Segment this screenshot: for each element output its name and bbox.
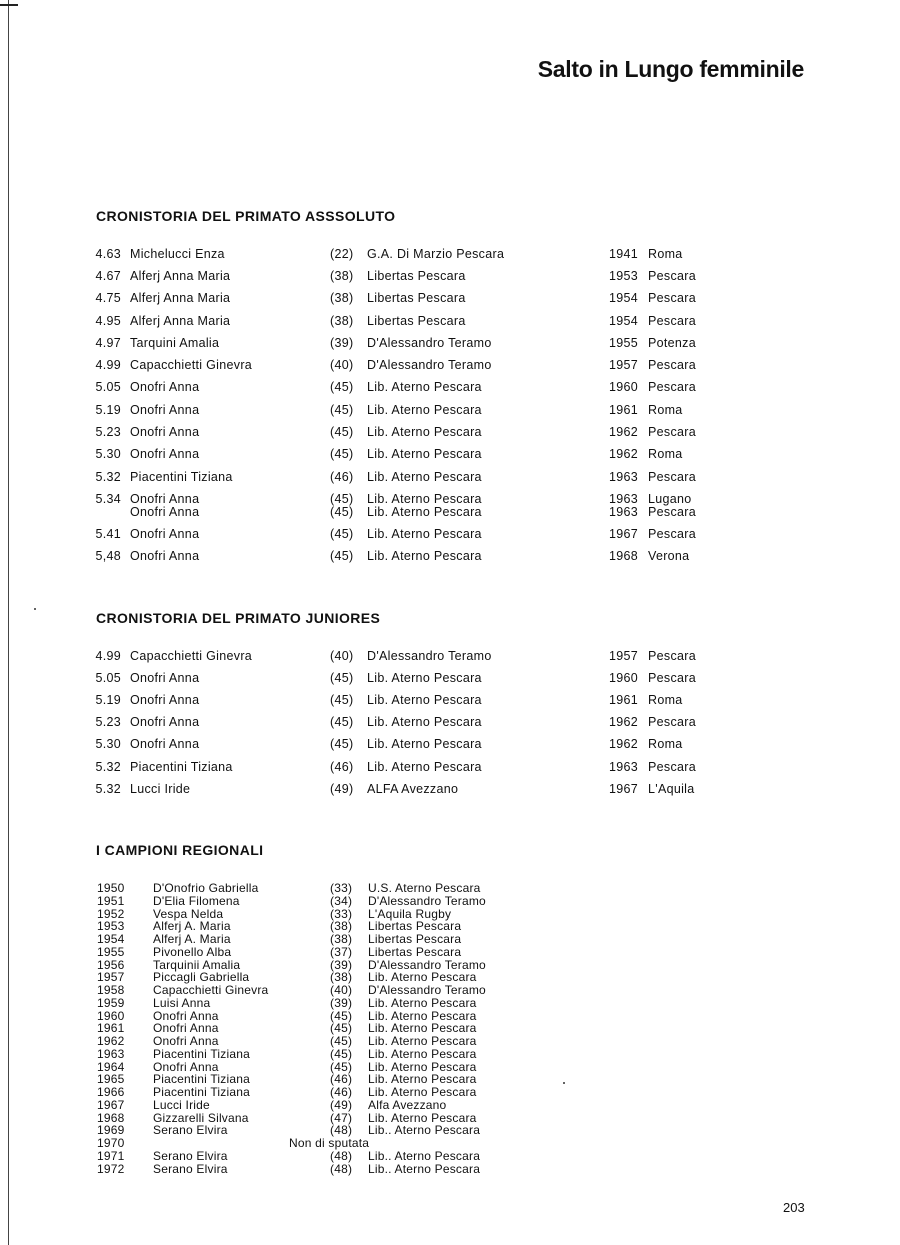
champion-year: 1951 [97, 893, 125, 908]
champion-club: Lib. Aterno Pescara [368, 1072, 477, 1087]
champion-row [0, 894, 900, 907]
record-row [0, 715, 900, 733]
record-mark: 5,48 [95, 549, 121, 563]
record-row [0, 291, 900, 309]
champion-year: 1963 [97, 1046, 125, 1061]
athlete-number: (45) [330, 425, 354, 439]
champion-club: Lib. Aterno Pescara [368, 1008, 477, 1023]
record-year: 1962 [609, 447, 639, 461]
record-row [0, 358, 900, 376]
champion-number: (39) [330, 957, 353, 972]
record-city: Pescara [648, 380, 696, 394]
record-city: L'Aquila [648, 782, 695, 796]
athlete-name: Piacentini Tiziana [130, 760, 233, 774]
champion-year: 1953 [97, 919, 125, 934]
champion-club: L'Aquila Rugby [368, 906, 452, 921]
champion-name: Capacchietti Ginevra [153, 983, 269, 997]
club-name: Lib. Aterno Pescara [367, 527, 482, 541]
champion-year: 1970 [97, 1136, 125, 1150]
champion-name: Onofri Anna [153, 1021, 219, 1036]
champion-name: Alferj A. Maria [153, 919, 231, 934]
champion-club: D'Alessandro Teramo [368, 957, 486, 972]
athlete-name: Onofri Anna [130, 403, 200, 417]
athlete-number: (45) [330, 403, 354, 417]
record-city: Roma [648, 447, 683, 461]
section-title-campioni: I CAMPIONI REGIONALI [96, 842, 264, 858]
athlete-name: Onofri Anna [130, 715, 200, 729]
champion-row [0, 1111, 900, 1124]
champion-name: D'Elia Filomena [153, 893, 240, 908]
champion-year: 1964 [97, 1059, 125, 1074]
champion-year: 1957 [97, 970, 125, 985]
champion-row [0, 1021, 900, 1034]
champion-year: 1961 [97, 1021, 125, 1036]
record-city: Pescara [648, 527, 696, 541]
athlete-number: (39) [330, 336, 354, 350]
athlete-name: Onofri Anna [130, 425, 200, 439]
record-city: Pescara [648, 505, 696, 519]
champion-year: 1972 [97, 1161, 125, 1176]
record-year: 1957 [609, 649, 639, 663]
record-city: Lugano [648, 492, 692, 506]
record-mark: 5.41 [95, 527, 121, 541]
record-city: Pescara [648, 314, 696, 328]
champion-row [0, 1034, 900, 1047]
champion-row [0, 1072, 900, 1085]
champion-number: (38) [330, 932, 353, 946]
athlete-number: (45) [330, 380, 354, 394]
record-year: 1963 [609, 470, 639, 484]
champion-name: Piacentini Tiziana [153, 1072, 250, 1087]
athlete-number: (45) [330, 671, 354, 685]
champion-name: Piacentini Tiziana [153, 1085, 250, 1099]
record-row [0, 505, 900, 523]
champion-club: Lib. Aterno Pescara [368, 1085, 477, 1099]
record-row [0, 380, 900, 398]
record-year: 1961 [609, 693, 639, 707]
club-name: Lib. Aterno Pescara [367, 760, 482, 774]
club-name: Lib. Aterno Pescara [367, 693, 482, 707]
club-name: Libertas Pescara [367, 291, 466, 305]
champion-row [0, 919, 900, 932]
record-row [0, 470, 900, 488]
champion-row [0, 945, 900, 958]
champion-club: Lib. Aterno Pescara [368, 995, 477, 1010]
champion-row [0, 881, 900, 894]
champion-name: Piacentini Tiziana [153, 1046, 250, 1061]
champion-row [0, 970, 900, 983]
record-year: 1963 [609, 760, 639, 774]
champion-year: 1950 [97, 881, 125, 895]
record-city: Roma [648, 693, 683, 707]
champion-club: Lib. Aterno Pescara [368, 1110, 477, 1125]
athlete-number: (45) [330, 549, 354, 563]
champion-club: Lib. Aterno Pescara [368, 1059, 477, 1074]
record-city: Verona [648, 549, 690, 563]
record-mark: 4.63 [95, 247, 121, 261]
champion-row [0, 1060, 900, 1073]
page-title: Salto in Lungo femminile [537, 56, 804, 82]
athlete-number: (49) [330, 782, 354, 796]
champion-name: Serano Elvira [153, 1161, 228, 1176]
champion-number: (37) [330, 944, 353, 959]
champion-row [0, 1009, 900, 1022]
record-year: 1963 [609, 505, 639, 519]
champion-club: Lib. Aterno Pescara [368, 970, 477, 985]
athlete-number: (45) [330, 715, 354, 729]
record-year: 1962 [609, 737, 639, 751]
athlete-name: Onofri Anna [130, 447, 200, 461]
champion-row [0, 1162, 900, 1175]
record-row [0, 403, 900, 421]
champion-name: Gizzarelli Silvana [153, 1110, 249, 1125]
champion-name: Tarquinii Amalia [153, 957, 241, 972]
champion-club: Libertas Pescara [368, 932, 462, 946]
athlete-number: (38) [330, 291, 354, 305]
club-name: D'Alessandro Teramo [367, 336, 492, 350]
section-title-assoluto: CRONISTORIA DEL PRIMATO ASSSOLUTO [96, 208, 396, 224]
record-mark: 5.32 [95, 782, 121, 796]
champion-year: 1952 [97, 906, 125, 921]
record-mark: 4.95 [95, 314, 121, 328]
champion-row [0, 1098, 900, 1111]
record-mark: 4.99 [95, 649, 121, 663]
athlete-name: Michelucci Enza [130, 247, 225, 261]
record-mark: 5.30 [95, 447, 121, 461]
champion-name: Pivonello Alba [153, 944, 232, 959]
champion-name: Serano Elvira [153, 1123, 228, 1138]
record-mark: 5.30 [95, 737, 121, 751]
record-row [0, 649, 900, 667]
athlete-name: Onofri Anna [130, 671, 200, 685]
athlete-number: (45) [330, 505, 354, 519]
champion-row [0, 907, 900, 920]
champion-row [0, 1047, 900, 1060]
champion-number: (33) [330, 906, 353, 921]
champion-name: Onofri Anna [153, 1008, 219, 1023]
champion-row [0, 996, 900, 1009]
champion-row [0, 983, 900, 996]
champion-number: (45) [330, 1046, 353, 1061]
club-name: Lib. Aterno Pescara [367, 492, 482, 506]
page-number: 203 [783, 1200, 805, 1215]
club-name: D'Alessandro Teramo [367, 358, 492, 372]
record-mark: 4.67 [95, 269, 121, 283]
champion-club: D'Alessandro Teramo [368, 983, 486, 997]
record-year: 1961 [609, 403, 639, 417]
record-year: 1954 [609, 314, 639, 328]
champion-number: (34) [330, 893, 353, 908]
athlete-number: (22) [330, 247, 354, 261]
athlete-number: (45) [330, 492, 354, 506]
champion-number: (45) [330, 1034, 353, 1048]
champion-number: (48) [330, 1123, 353, 1138]
champion-row [0, 1085, 900, 1098]
record-year: 1967 [609, 527, 639, 541]
champion-club: Lib. Aterno Pescara [368, 1046, 477, 1061]
club-name: D'Alessandro Teramo [367, 649, 492, 663]
athlete-number: (45) [330, 737, 354, 751]
champion-name: Lucci Iride [153, 1097, 210, 1112]
club-name: Lib. Aterno Pescara [367, 715, 482, 729]
champion-year: 1968 [97, 1110, 125, 1125]
athlete-name: Onofri Anna [130, 492, 200, 506]
record-mark: 5.23 [95, 715, 121, 729]
champion-number: (40) [330, 983, 353, 997]
club-name: Lib. Aterno Pescara [367, 737, 482, 751]
champion-year: 1967 [97, 1097, 125, 1112]
champion-number: (46) [330, 1085, 353, 1099]
record-mark: 5.32 [95, 760, 121, 774]
scan-speck [34, 608, 36, 610]
champion-club: Lib.. Aterno Pescara [368, 1148, 481, 1163]
athlete-name: Onofri Anna [130, 380, 200, 394]
champion-name: Alferj A. Maria [153, 932, 231, 946]
athlete-name: Piacentini Tiziana [130, 470, 233, 484]
champion-name: Luisi Anna [153, 995, 211, 1010]
champion-club: Libertas Pescara [368, 944, 462, 959]
champion-name: Onofri Anna [153, 1034, 219, 1048]
champion-number: (48) [330, 1148, 353, 1163]
champion-number: (45) [330, 1021, 353, 1036]
record-year: 1957 [609, 358, 639, 372]
record-city: Pescara [648, 358, 696, 372]
champion-name: Vespa Nelda [153, 906, 224, 921]
champion-number: (39) [330, 995, 353, 1010]
record-row [0, 693, 900, 711]
athlete-name: Onofri Anna [130, 549, 200, 563]
champion-name: Serano Elvira [153, 1148, 228, 1163]
athlete-name: Capacchietti Ginevra [130, 358, 253, 372]
record-city: Pescara [648, 715, 696, 729]
champion-number: (48) [330, 1161, 353, 1176]
champion-row [0, 932, 900, 945]
record-mark: 5.32 [95, 470, 121, 484]
record-row [0, 549, 900, 567]
binding-edge-tick [0, 4, 18, 6]
athlete-number: (46) [330, 760, 354, 774]
record-row [0, 269, 900, 287]
record-row [0, 314, 900, 332]
record-year: 1963 [609, 492, 639, 506]
club-name: G.A. Di Marzio Pescara [367, 247, 505, 261]
champion-row [0, 1149, 900, 1162]
record-year: 1967 [609, 782, 639, 796]
champion-number: (45) [330, 1059, 353, 1074]
athlete-name: Alferj Anna Maria [130, 314, 231, 328]
record-mark: 5.05 [95, 380, 121, 394]
athlete-number: (46) [330, 470, 354, 484]
record-year: 1968 [609, 549, 639, 563]
record-year: 1955 [609, 336, 639, 350]
record-mark: 4.99 [95, 358, 121, 372]
record-year: 1941 [609, 247, 639, 261]
champion-number: (46) [330, 1072, 353, 1087]
champion-club: Lib.. Aterno Pescara [368, 1123, 481, 1138]
record-year: 1953 [609, 269, 639, 283]
athlete-number: (45) [330, 693, 354, 707]
athlete-number: (40) [330, 358, 354, 372]
club-name: ALFA Avezzano [367, 782, 459, 796]
record-mark: 5.23 [95, 425, 121, 439]
record-city: Roma [648, 403, 683, 417]
record-city: Pescara [648, 760, 696, 774]
champion-year: 1959 [97, 995, 125, 1010]
champion-year: 1966 [97, 1085, 125, 1099]
record-row [0, 425, 900, 443]
champion-club: D'Alessandro Teramo [368, 893, 486, 908]
athlete-number: (38) [330, 314, 354, 328]
club-name: Libertas Pescara [367, 314, 466, 328]
record-row [0, 782, 900, 800]
athlete-name: Onofri Anna [130, 505, 200, 519]
record-city: Pescara [648, 269, 696, 283]
club-name: Lib. Aterno Pescara [367, 425, 482, 439]
record-city: Potenza [648, 336, 696, 350]
section-title-juniores: CRONISTORIA DEL PRIMATO JUNIORES [96, 610, 381, 626]
champion-row [0, 1123, 900, 1136]
club-name: Lib. Aterno Pescara [367, 403, 482, 417]
champion-number: (49) [330, 1097, 353, 1112]
champion-number: (45) [330, 1008, 353, 1023]
champion-club: Alfa Avezzano [368, 1097, 447, 1112]
record-row [0, 336, 900, 354]
champion-year: 1958 [97, 983, 125, 997]
record-mark: 5.19 [95, 693, 121, 707]
record-mark: 5.19 [95, 403, 121, 417]
record-year: 1954 [609, 291, 639, 305]
record-year: 1960 [609, 380, 639, 394]
champion-club: Libertas Pescara [368, 919, 462, 934]
athlete-name: Alferj Anna Maria [130, 269, 231, 283]
athlete-name: Onofri Anna [130, 693, 200, 707]
record-mark: 4.97 [95, 336, 121, 350]
champion-row [0, 958, 900, 971]
athlete-number: (45) [330, 527, 354, 541]
record-mark: 5.34 [95, 492, 121, 506]
athlete-name: Onofri Anna [130, 527, 200, 541]
athlete-name: Alferj Anna Maria [130, 291, 231, 305]
record-row [0, 737, 900, 755]
champion-club: Lib. Aterno Pescara [368, 1021, 477, 1036]
champion-note: Non di sputata [289, 1136, 370, 1150]
club-name: Lib. Aterno Pescara [367, 549, 482, 563]
champion-year: 1962 [97, 1034, 125, 1048]
champion-number: (33) [330, 881, 353, 895]
champion-club: Lib.. Aterno Pescara [368, 1161, 481, 1176]
champion-club: Lib. Aterno Pescara [368, 1034, 477, 1048]
record-row [0, 671, 900, 689]
champion-number: (38) [330, 970, 353, 985]
champion-name: Onofri Anna [153, 1059, 219, 1074]
club-name: Lib. Aterno Pescara [367, 380, 482, 394]
record-row [0, 247, 900, 265]
champion-name: Piccagli Gabriella [153, 970, 250, 985]
club-name: Libertas Pescara [367, 269, 466, 283]
champion-year: 1955 [97, 944, 125, 959]
athlete-number: (38) [330, 269, 354, 283]
record-city: Pescara [648, 671, 696, 685]
record-year: 1960 [609, 671, 639, 685]
record-year: 1962 [609, 425, 639, 439]
record-city: Roma [648, 247, 683, 261]
champion-year: 1960 [97, 1008, 125, 1023]
club-name: Lib. Aterno Pescara [367, 447, 482, 461]
champion-number: (47) [330, 1110, 353, 1125]
champion-year: 1956 [97, 957, 125, 972]
athlete-name: Capacchietti Ginevra [130, 649, 253, 663]
record-mark: 4.75 [95, 291, 121, 305]
champion-year: 1969 [97, 1123, 125, 1138]
record-city: Pescara [648, 470, 696, 484]
champion-club: U.S. Aterno Pescara [368, 881, 481, 895]
record-mark: 5.05 [95, 671, 121, 685]
record-year: 1962 [609, 715, 639, 729]
record-city: Pescara [648, 291, 696, 305]
athlete-name: Onofri Anna [130, 737, 200, 751]
athlete-name: Lucci Iride [130, 782, 191, 796]
record-city: Pescara [648, 649, 696, 663]
athlete-number: (40) [330, 649, 354, 663]
champion-year: 1971 [97, 1148, 125, 1163]
athlete-name: Tarquini Amalia [130, 336, 220, 350]
club-name: Lib. Aterno Pescara [367, 505, 482, 519]
record-city: Pescara [648, 425, 696, 439]
record-row [0, 760, 900, 778]
athlete-number: (45) [330, 447, 354, 461]
club-name: Lib. Aterno Pescara [367, 470, 482, 484]
club-name: Lib. Aterno Pescara [367, 671, 482, 685]
record-row [0, 527, 900, 545]
record-row [0, 447, 900, 465]
champion-year: 1954 [97, 932, 125, 946]
champion-number: (38) [330, 919, 353, 934]
champion-name: D'Onofrio Gabriella [153, 881, 259, 895]
record-city: Roma [648, 737, 683, 751]
champion-row [0, 1136, 900, 1149]
champion-year: 1965 [97, 1072, 125, 1087]
